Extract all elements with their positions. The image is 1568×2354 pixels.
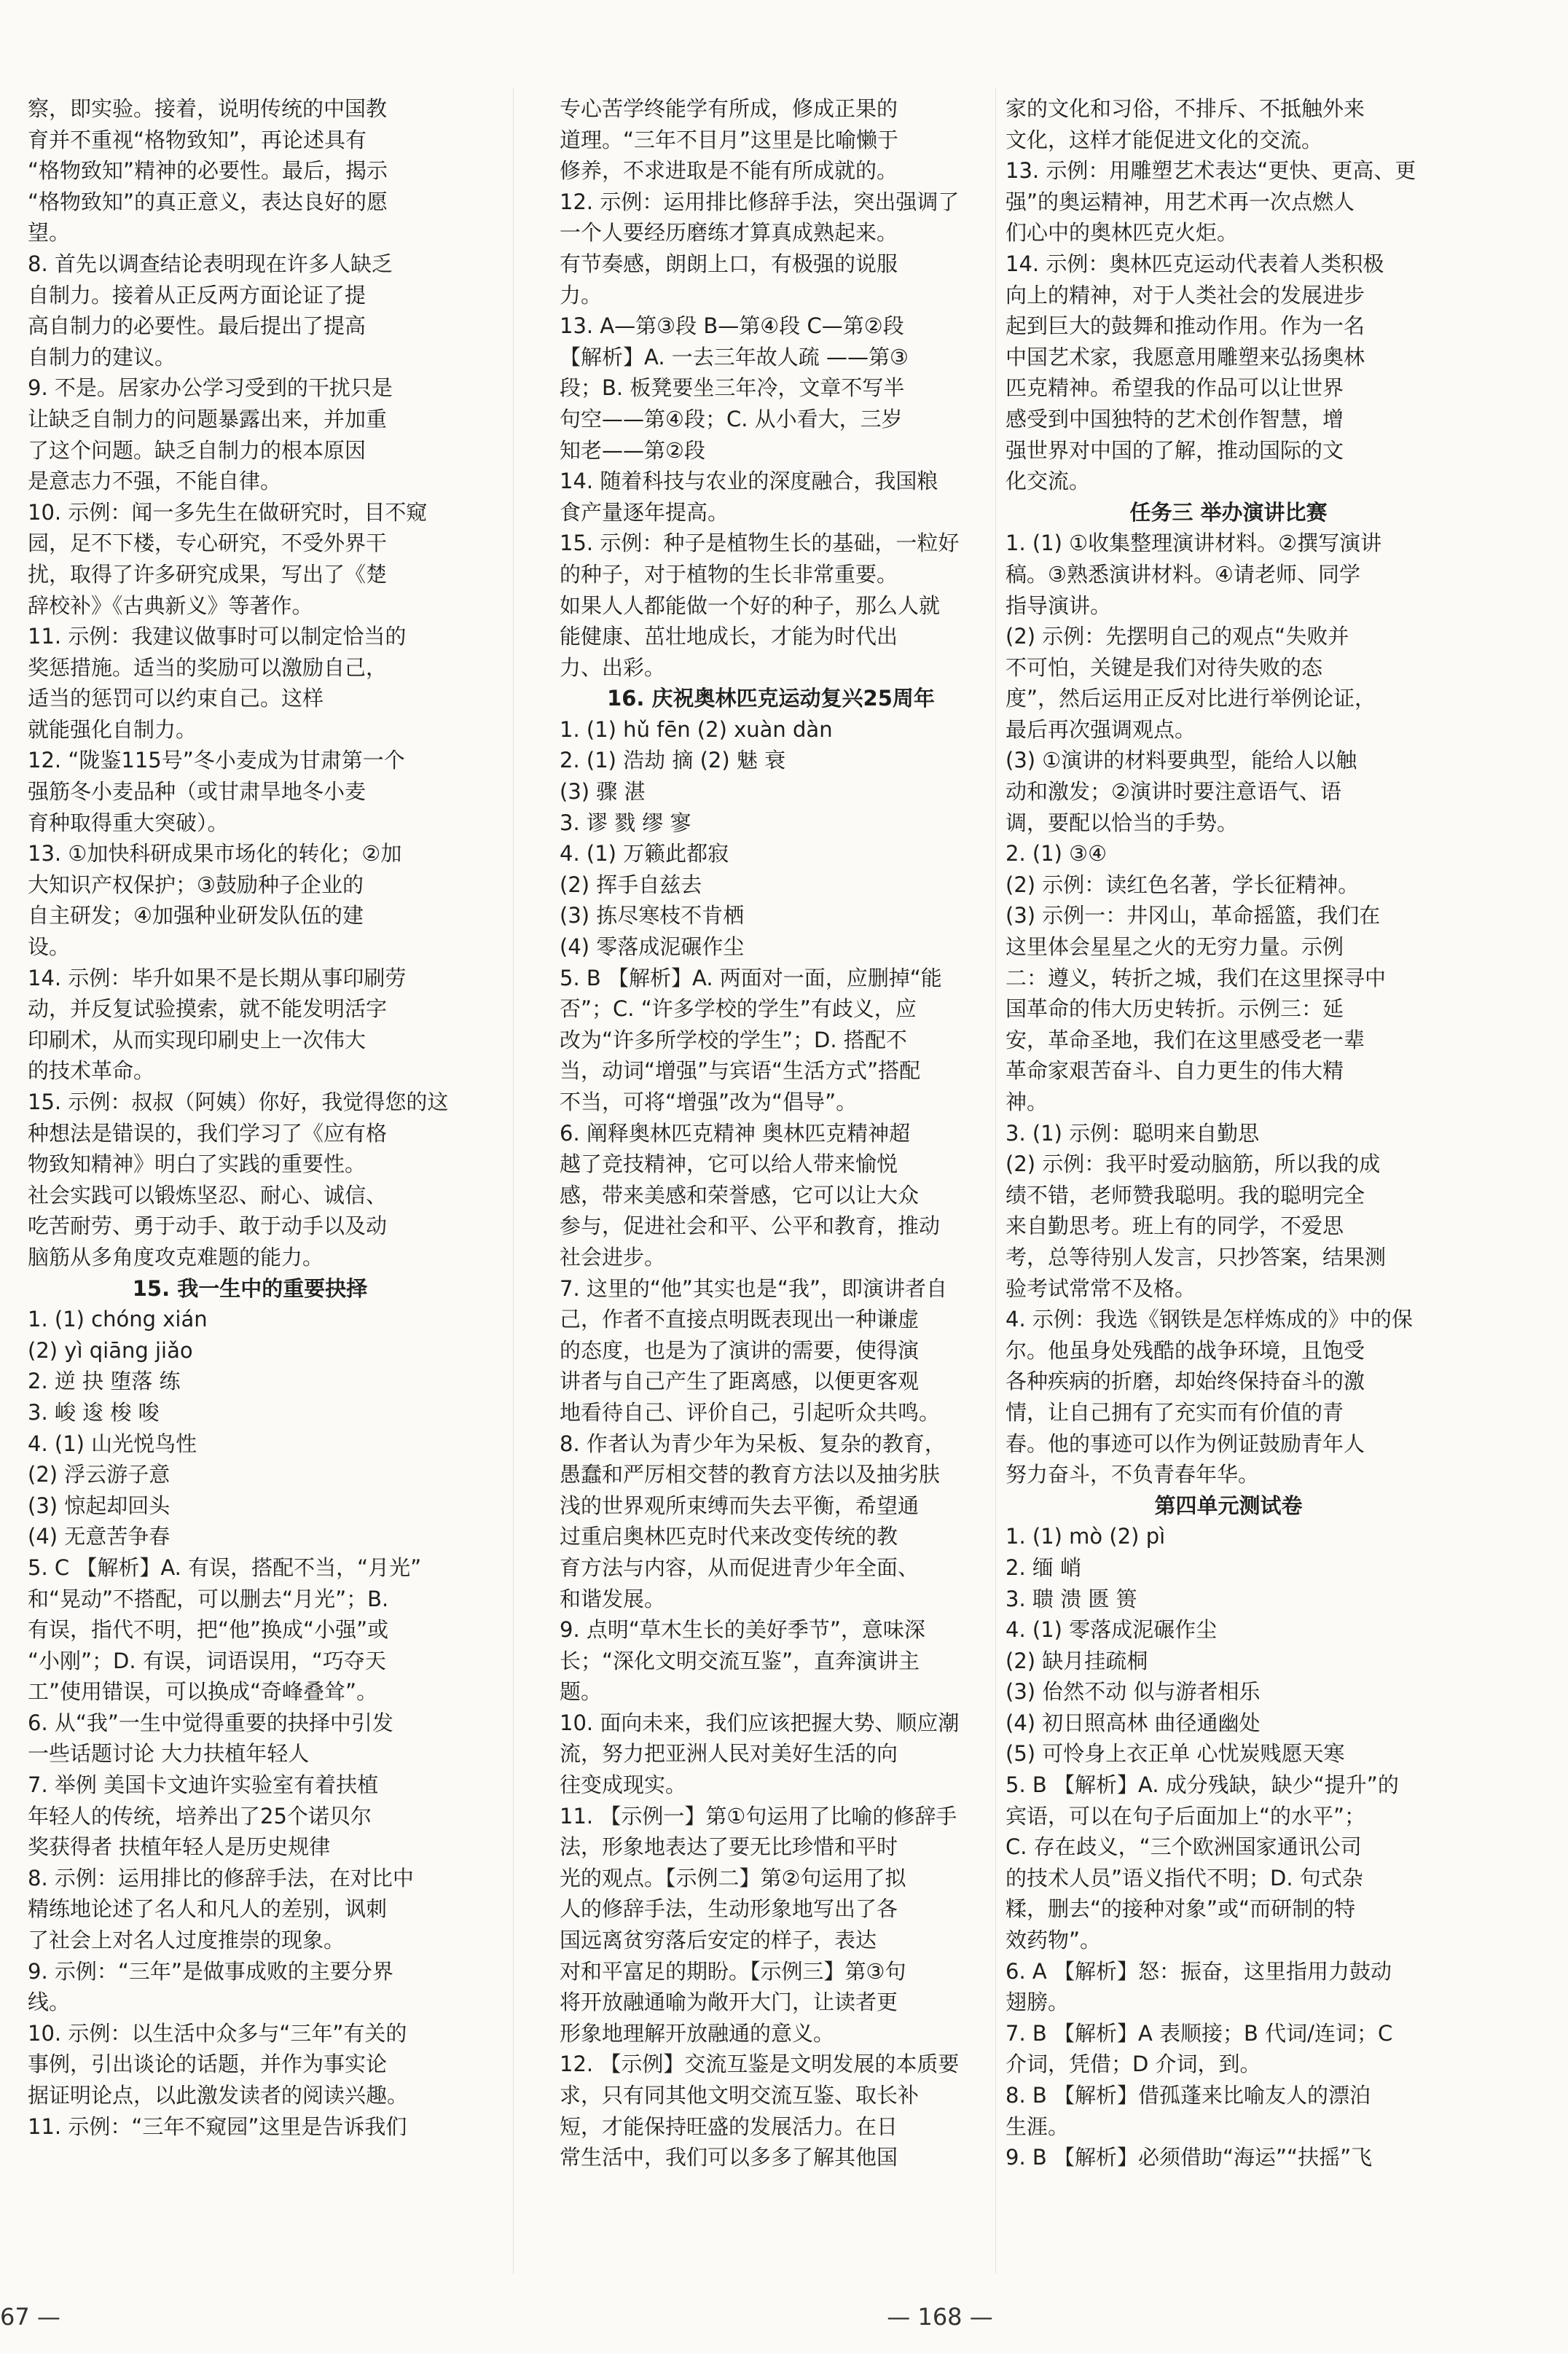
answer-line: 13. ①加快科研成果市场化的转化；②加 bbox=[28, 841, 402, 867]
answer-line: “格物致知”的真正意义，表达良好的愿 bbox=[28, 189, 388, 214]
answer-line: 调，要配以恰当的手势。 bbox=[1006, 810, 1239, 835]
answer-line: 越了竞技精神，它可以给人带来愉悦 bbox=[560, 1151, 898, 1177]
answer-line: 察，即实验。接着，说明传统的中国教 bbox=[28, 96, 388, 121]
answer-line: 绩不错，老师赞我聪明。我的聪明完全 bbox=[1006, 1182, 1365, 1208]
answer-line: 中国艺术家，我愿意用雕塑来弘扬奥林 bbox=[1006, 344, 1365, 369]
answer-line: (2) 示例：读红色名著，学长征精神。 bbox=[1006, 872, 1360, 897]
answer-line: 长；“深化文明交流互鉴”，直奔演讲主 bbox=[560, 1648, 920, 1673]
answer-line: 辞校补》《古典新义》等著作。 bbox=[28, 593, 313, 618]
answer-line: 的种子，对于植物的生长非常重要。 bbox=[560, 561, 898, 587]
answer-line: 尔。他虽身处残酷的战争环境，且饱受 bbox=[1006, 1337, 1365, 1363]
answer-line: 2. 缅 峭 bbox=[1006, 1555, 1082, 1580]
section-heading: 第四单元测试卷 bbox=[1154, 1493, 1303, 1518]
answer-line: 当，动词“增强”与宾语“生活方式”搭配 bbox=[560, 1058, 921, 1084]
answer-line: 了这个问题。缺乏自制力的根本原因 bbox=[28, 437, 366, 463]
answer-line: 食产量逐年提高。 bbox=[560, 499, 729, 525]
answer-line: 题。 bbox=[560, 1679, 603, 1705]
answer-line: (4) 无意苦争春 bbox=[28, 1524, 170, 1549]
answer-line: 化交流。 bbox=[1006, 469, 1091, 494]
answer-line: 专心苦学终能学有所成，修成正果的 bbox=[560, 96, 898, 121]
answer-line: 6. 阐释奥林匹克精神 奥林匹克精神超 bbox=[560, 1120, 911, 1146]
answer-line: 大知识产权保护；③鼓励种子企业的 bbox=[28, 872, 364, 897]
answer-line: (2) 挥手自兹去 bbox=[560, 872, 702, 897]
answer-line: 知老——第②段 bbox=[560, 437, 705, 463]
answer-line: 安，革命圣地，我们在这里感受老一辈 bbox=[1006, 1027, 1365, 1052]
answer-line: 【解析】A. 一去三年故人疏 ——第③ bbox=[560, 344, 909, 369]
answer-line: 己，作者不直接点明既表现出一种谦虚 bbox=[560, 1307, 920, 1332]
answer-line: (5) 可怜身上衣正单 心忧炭贱愿天寒 bbox=[1006, 1741, 1345, 1767]
answer-line: (2) 缺月挂疏桐 bbox=[1006, 1648, 1148, 1673]
answer-line: 4. (1) 万籁此都寂 bbox=[560, 841, 729, 867]
answer-line: 介词，凭借；D 介词，到。 bbox=[1006, 2052, 1261, 2077]
answer-line: 7. B 【解析】A 表顺接；B 代词/连词；C bbox=[1006, 2020, 1393, 2046]
answer-line: 家的文化和习俗，不排斥、不抵触外来 bbox=[1006, 96, 1365, 121]
answer-line: 11. 示例：“三年不窥园”这里是告诉我们 bbox=[28, 2113, 407, 2139]
answer-line: 国远离贫穷落后安定的样子，表达 bbox=[560, 1928, 877, 1953]
answer-line: 愚蠢和严厉相交替的教育方法以及抽劣肤 bbox=[560, 1462, 941, 1487]
answer-line: 13. A—第③段 B—第④段 C—第②段 bbox=[560, 313, 904, 339]
answer-line: 改为“许多所学校的学生”；D. 搭配不 bbox=[560, 1027, 907, 1052]
answer-line: 自制力的建议。 bbox=[28, 344, 176, 369]
answer-line: 3. 谬 戮 缪 寥 bbox=[560, 810, 691, 835]
answer-line: (3) 示例一：井冈山，革命摇篮，我们在 bbox=[1006, 903, 1381, 928]
answer-line: 一个人要经历磨练才算真成熟起来。 bbox=[560, 220, 898, 246]
answer-line: 11. 示例：我建议做事时可以制定恰当的 bbox=[28, 624, 407, 649]
answer-line: 育种取得重大突破）。 bbox=[28, 810, 229, 835]
answer-line: 如果人人都能做一个好的种子，那么人就 bbox=[560, 593, 941, 618]
answer-line: 5. B 【解析】A. 成分残缺，缺少“提升”的 bbox=[1006, 1772, 1399, 1798]
answer-line: 来自勤思考。班上有的同学，不爱思 bbox=[1006, 1213, 1344, 1239]
answer-line: 有节奏感，朗朗上口，有极强的说服 bbox=[560, 251, 898, 276]
page-number: — 168 — bbox=[887, 2303, 993, 2331]
answer-line: 适当的惩罚可以约束自己。这样 bbox=[28, 686, 324, 711]
answer-line: 宾语，可以在句子后面加上“的水平”； bbox=[1006, 1803, 1366, 1829]
answer-line: 修养，不求进取是不能有所成就的。 bbox=[560, 158, 898, 184]
answer-line: 种想法是错误的，我们学习了《应有格 bbox=[28, 1120, 388, 1146]
answer-line: 情，让自己拥有了充实而有价值的青 bbox=[1006, 1399, 1344, 1425]
answer-line: 效药物”。 bbox=[1006, 1928, 1102, 1953]
answer-line: 15. 示例：种子是植物生长的基础，一粒好 bbox=[560, 531, 960, 556]
answer-line: 让缺乏自制力的问题暴露出来，并加重 bbox=[28, 406, 388, 431]
answer-line: 不当，可将“增强”改为“倡导”。 bbox=[560, 1090, 858, 1114]
answer-line: 4. (1) 山光悦鸟性 bbox=[28, 1431, 197, 1456]
answer-line: 往变成现实。 bbox=[560, 1772, 687, 1798]
section-heading: 任务三 举办演讲比赛 bbox=[1129, 499, 1328, 525]
answer-line: 5. B 【解析】A. 两面对一面，应删掉“能 bbox=[560, 965, 942, 990]
answer-line: 国革命的伟大历史转折。示例三：延 bbox=[1006, 996, 1344, 1022]
answer-line: 9. 示例：“三年”是做事成败的主要分界 bbox=[28, 1958, 393, 1984]
answer-line: 3. 峻 逡 梭 唆 bbox=[28, 1399, 160, 1425]
answer-line: 将开放融通喻为敞开大门，让读者更 bbox=[560, 1990, 898, 2015]
answer-line: 春。他的事迹可以作为例证鼓励青年人 bbox=[1006, 1431, 1365, 1456]
answer-line: 12. 示例：运用排比修辞手法，突出强调了 bbox=[560, 189, 960, 214]
answer-line: 年轻人的传统，培养出了25个诺贝尔 bbox=[28, 1803, 372, 1829]
answer-line: 考，总等待别人发言，只抄答案，结果测 bbox=[1006, 1244, 1387, 1270]
answer-line: C. 存在歧义，“三个欧洲国家通讯公司 bbox=[1006, 1834, 1362, 1860]
answer-line: (3) ①演讲的材料要典型，能给人以触 bbox=[1006, 748, 1357, 773]
answer-line: 感受到中国独特的艺术创作智慧，增 bbox=[1006, 406, 1344, 431]
answer-column-middle bbox=[560, 93, 982, 2173]
answer-line: 人的修辞手法，生动形象地写出了各 bbox=[560, 1896, 898, 1922]
answer-line: 10. 示例：以生活中众多与“三年”有关的 bbox=[28, 2020, 407, 2046]
answer-column-left bbox=[28, 93, 472, 2142]
answer-line: 动和激发；②演讲时要注意语气、语 bbox=[1006, 779, 1341, 805]
answer-line: 的技术人员”语义指代不明；D. 句式杂 bbox=[1006, 1865, 1363, 1890]
answer-line: 10. 面向未来，我们应该把握大势、顺应潮 bbox=[560, 1710, 960, 1735]
answer-line: 14. 示例：毕升如果不是长期从事印刷劳 bbox=[28, 965, 407, 990]
answer-line: 的技术革命。 bbox=[28, 1058, 155, 1084]
answer-line: (3) 佁然不动 似与游者相乐 bbox=[1006, 1679, 1261, 1705]
answer-line: 稿。③熟悉演讲材料。④请老师、同学 bbox=[1006, 561, 1360, 587]
answer-line: 强筋冬小麦品种（或甘肃旱地冬小麦 bbox=[28, 779, 366, 805]
answer-line: 4. 示例：我选《钢铁是怎样炼成的》中的保 bbox=[1006, 1307, 1413, 1332]
answer-line: 事例，引出谈论的话题，并作为事实论 bbox=[28, 2052, 388, 2077]
answer-line: 段；B. 板凳要坐三年冷，文章不写半 bbox=[560, 375, 905, 401]
answer-line: 过重启奥林匹克时代来改变传统的教 bbox=[560, 1524, 898, 1549]
answer-line: 1. (1) hǔ fēn (2) xuàn dàn bbox=[560, 716, 833, 742]
answer-line: 求，只有同其他文明交流互鉴、取长补 bbox=[560, 2083, 920, 2108]
answer-line: 物致知精神》明白了实践的重要性。 bbox=[28, 1151, 366, 1177]
answer-line: 奖获得者 扶植年轻人是历史规律 bbox=[28, 1834, 331, 1860]
answer-line: 强世界对中国的了解，推动国际的文 bbox=[1006, 437, 1344, 463]
answer-line: 强”的奥运精神，用艺术再一次点燃人 bbox=[1006, 189, 1355, 214]
answer-line: 度”，然后运用正反对比进行举例论证， bbox=[1006, 686, 1376, 711]
answer-line: 10. 示例：闻一多先生在做研究时，目不窥 bbox=[28, 499, 428, 525]
answer-line: 道理。“三年不目月”这里是比喻懒于 bbox=[560, 127, 899, 152]
answer-line: 地看待自己、评价自己，引起听众共鸣。 bbox=[560, 1399, 941, 1425]
answer-line: 这里体会星星之火的无穷力量。示例 bbox=[1006, 934, 1344, 960]
answer-line: 13. 示例：用雕塑艺术表达“更快、更高、更 bbox=[1006, 158, 1416, 184]
answer-line: 讲者与自己产生了距离感，以便更客观 bbox=[560, 1369, 920, 1394]
answer-line: 翅膀。 bbox=[1006, 1990, 1070, 2015]
answer-line: 各种疾病的折磨，却始终保持奋斗的激 bbox=[1006, 1369, 1365, 1394]
answer-line: 2. 逆 抉 堕落 练 bbox=[28, 1369, 181, 1394]
answer-line: 努力奋斗，不负青春年华。 bbox=[1006, 1462, 1260, 1487]
answer-line: 光的观点。【示例二】第②句运用了拟 bbox=[560, 1865, 906, 1890]
answer-line: 不可怕，关键是我们对待失败的态 bbox=[1006, 654, 1323, 680]
answer-line: 短，才能保持旺盛的发展活力。在日 bbox=[560, 2113, 898, 2139]
answer-line: 对和平富足的期盼。【示例三】第③句 bbox=[560, 1958, 906, 1984]
answer-line: 1. (1) ①收集整理演讲材料。②撰写演讲 bbox=[1006, 531, 1382, 556]
previous-page-number: 67 — bbox=[0, 2303, 60, 2331]
answer-line: 设。 bbox=[28, 934, 71, 960]
answer-line: 育并不重视“格物致知”，再论述具有 bbox=[28, 127, 367, 152]
answer-line: (2) 示例：我平时爱动脑筋，所以我的成 bbox=[1006, 1151, 1381, 1177]
answer-line: 吃苦耐劳、勇于动手、敢于动手以及动 bbox=[28, 1213, 388, 1239]
answer-line: 形象地理解开放融通的意义。 bbox=[560, 2020, 835, 2046]
answer-line: 脑筋从多角度攻克难题的能力。 bbox=[28, 1244, 324, 1270]
answer-line: (3) 拣尽寒枝不肯栖 bbox=[560, 903, 745, 928]
answer-line: 神。 bbox=[1006, 1090, 1048, 1114]
answer-line: 7. 举例 美国卡文迪许实验室有着扶植 bbox=[28, 1772, 379, 1798]
answer-line: 力。 bbox=[560, 282, 603, 308]
answer-column-right bbox=[1006, 93, 1451, 2173]
answer-line: (4) 初日照高林 曲径通幽处 bbox=[1006, 1710, 1261, 1735]
answer-line: 和谐发展。 bbox=[560, 1586, 666, 1611]
answer-line: 1. (1) chóng xián bbox=[28, 1307, 208, 1332]
answer-line: 句空——第④段；C. 从小看大，三岁 bbox=[560, 406, 903, 431]
answer-line: 2. (1) 浩劫 摘 (2) 魅 衰 bbox=[560, 748, 786, 773]
section-heading: 16. 庆祝奥林匹克运动复兴25周年 bbox=[607, 686, 935, 711]
answer-line: “小刚”；D. 有误，词语误用，“巧夺天 bbox=[28, 1648, 386, 1673]
answer-line: 8. 首先以调查结论表明现在许多人缺乏 bbox=[28, 251, 393, 276]
answer-line: 指导演讲。 bbox=[1006, 593, 1112, 618]
answer-line: 生涯。 bbox=[1006, 2113, 1070, 2139]
answer-line: 精练地论述了名人和凡人的差别，讽刺 bbox=[28, 1896, 388, 1922]
answer-line: 12. 【示例】交流互鉴是文明发展的本质要 bbox=[560, 2052, 960, 2077]
answer-line: 4. (1) 零落成泥碾作尘 bbox=[1006, 1617, 1218, 1643]
answer-line: 感，带来美感和荣誉感，它可以让大众 bbox=[560, 1182, 920, 1208]
answer-line: 一些话题讨论 大力扶植年轻人 bbox=[28, 1741, 310, 1767]
answer-line: 印刷术，从而实现印刷史上一次伟大 bbox=[28, 1027, 366, 1052]
answer-line: 3. (1) 示例：聪明来自勤思 bbox=[1006, 1120, 1260, 1146]
answer-line: 力、出彩。 bbox=[560, 654, 666, 680]
answer-line: 了社会上对名人过度推崇的现象。 bbox=[28, 1928, 345, 1953]
answer-line: 工”使用错误，可以换成“奇峰叠耸”。 bbox=[28, 1679, 378, 1705]
answer-line: 8. 作者认为青少年为呆板、复杂的教育， bbox=[560, 1431, 946, 1456]
answer-line: 奖惩措施。适当的奖励可以激励自己， bbox=[28, 654, 388, 680]
answer-line: 有误，指代不明，把“他”换成“小强”或 bbox=[28, 1617, 389, 1643]
answer-line: (2) yì qiāng jiǎo bbox=[28, 1337, 193, 1363]
answer-line: 6. A 【解析】怒：振奋，这里指用力鼓动 bbox=[1006, 1958, 1392, 1984]
answer-line: 浅的世界观所束缚而失去平衡，希望通 bbox=[560, 1493, 920, 1518]
answer-line: 自制力。接着从正反两方面论证了提 bbox=[28, 282, 366, 308]
answer-line: 社会实践可以锻炼坚忍、耐心、诚信、 bbox=[28, 1182, 388, 1208]
answer-line: 14. 示例：奥林匹克运动代表着人类积极 bbox=[1006, 251, 1384, 276]
answer-line: 匹克精神。希望我的作品可以让世界 bbox=[1006, 375, 1344, 401]
answer-line: 3. 聩 溃 匮 篑 bbox=[1006, 1586, 1137, 1611]
answer-line: 和“晃动”不搭配，可以删去“月光”；B. bbox=[28, 1586, 389, 1611]
answer-line: 糅，删去“的接种对象”或“而研制的特 bbox=[1006, 1896, 1356, 1922]
answer-line: 法，形象地表达了要无比珍惜和平时 bbox=[560, 1834, 898, 1860]
answer-line: 线。 bbox=[28, 1990, 71, 2015]
column-divider bbox=[513, 87, 514, 2274]
answer-line: 二：遵义，转折之城，我们在这里探寻中 bbox=[1006, 965, 1387, 990]
answer-line: 验考试常常不及格。 bbox=[1006, 1275, 1196, 1301]
answer-line: 15. 示例：叔叔（阿姨）你好，我觉得您的这 bbox=[28, 1090, 449, 1114]
answer-line: 流，努力把亚洲人民对美好生活的向 bbox=[560, 1741, 898, 1767]
answer-line: (4) 零落成泥碾作尘 bbox=[560, 934, 745, 960]
answer-line: 6. 从“我”一生中觉得重要的抉择中引发 bbox=[28, 1710, 393, 1735]
answer-line: 常生活中，我们可以多多了解其他国 bbox=[560, 2145, 898, 2170]
column-divider bbox=[995, 87, 996, 2274]
answer-line: 8. 示例：运用排比的修辞手法，在对比中 bbox=[28, 1865, 414, 1890]
answer-line: 最后再次强调观点。 bbox=[1006, 716, 1196, 742]
answer-line: 9. 不是。居家办公学习受到的干扰只是 bbox=[28, 375, 393, 401]
answer-line: 9. B 【解析】必须借助“海运”“扶摇”飞 bbox=[1006, 2145, 1373, 2170]
answer-line: 5. C 【解析】A. 有误，搭配不当，“月光” bbox=[28, 1555, 422, 1580]
answer-line: 9. 点明“草木生长的美好季节”，意味深 bbox=[560, 1617, 925, 1643]
answer-line: 的态度，也是为了演讲的需要，使得演 bbox=[560, 1337, 920, 1363]
section-heading: 15. 我一生中的重要抉择 bbox=[132, 1275, 368, 1301]
answer-line: (2) 浮云游子意 bbox=[28, 1462, 170, 1487]
answer-line: 8. B 【解析】借孤蓬来比喻友人的漂泊 bbox=[1006, 2083, 1371, 2108]
answer-line: 革命家艰苦奋斗、自力更生的伟大精 bbox=[1006, 1058, 1344, 1084]
answer-line: 社会进步。 bbox=[560, 1244, 666, 1270]
answer-line: 向上的精神，对于人类社会的发展进步 bbox=[1006, 282, 1365, 308]
answer-line: 7. 这里的“他”其实也是“我”，即演讲者自 bbox=[560, 1275, 947, 1301]
answer-line: 自主研发；④加强种业研发队伍的建 bbox=[28, 903, 364, 928]
answer-line: 文化，这样才能促进文化的交流。 bbox=[1006, 127, 1323, 152]
answer-line: (3) 骤 湛 bbox=[560, 779, 646, 805]
answer-line: “格物致知”精神的必要性。最后，揭示 bbox=[28, 158, 388, 184]
answer-line: 1. (1) mò (2) pì bbox=[1006, 1524, 1166, 1549]
answer-line: 否”；C. “许多学校的学生”有歧义，应 bbox=[560, 996, 917, 1022]
answer-line: 2. (1) ③④ bbox=[1006, 841, 1108, 867]
answer-line: 动，并反复试验摸索，就不能发明活字 bbox=[28, 996, 388, 1022]
answer-line: 是意志力不强，不能自律。 bbox=[28, 469, 282, 494]
answer-line: 园，足不下楼，专心研究，不受外界干 bbox=[28, 531, 388, 556]
answer-line: 望。 bbox=[28, 220, 71, 246]
answer-line: 据证明论点，以此激发读者的阅读兴趣。 bbox=[28, 2083, 409, 2108]
answer-line: 起到巨大的鼓舞和推动作用。作为一名 bbox=[1006, 313, 1365, 339]
answer-line: 就能强化自制力。 bbox=[28, 716, 197, 742]
answer-line: 们心中的奥林匹克火炬。 bbox=[1006, 220, 1239, 246]
answer-line: 育方法与内容，从而促进青少年全面、 bbox=[560, 1555, 920, 1580]
answer-line: 14. 随着科技与农业的深度融合，我国粮 bbox=[560, 469, 938, 494]
answer-line: 11. 【示例一】第①句运用了比喻的修辞手 bbox=[560, 1803, 957, 1829]
answer-line: 12. “陇鉴115号”冬小麦成为甘肃第一个 bbox=[28, 748, 405, 773]
answer-line: (2) 示例：先摆明自己的观点“失败并 bbox=[1006, 624, 1349, 649]
answer-line: (3) 惊起却回头 bbox=[28, 1493, 170, 1518]
answer-line: 高自制力的必要性。最后提出了提高 bbox=[28, 313, 366, 339]
answer-line: 能健康、茁壮地成长，才能为时代出 bbox=[560, 624, 898, 649]
answer-line: 扰，取得了许多研究成果，写出了《楚 bbox=[28, 561, 388, 587]
answer-line: 参与，促进社会和平、公平和教育，推动 bbox=[560, 1213, 941, 1239]
